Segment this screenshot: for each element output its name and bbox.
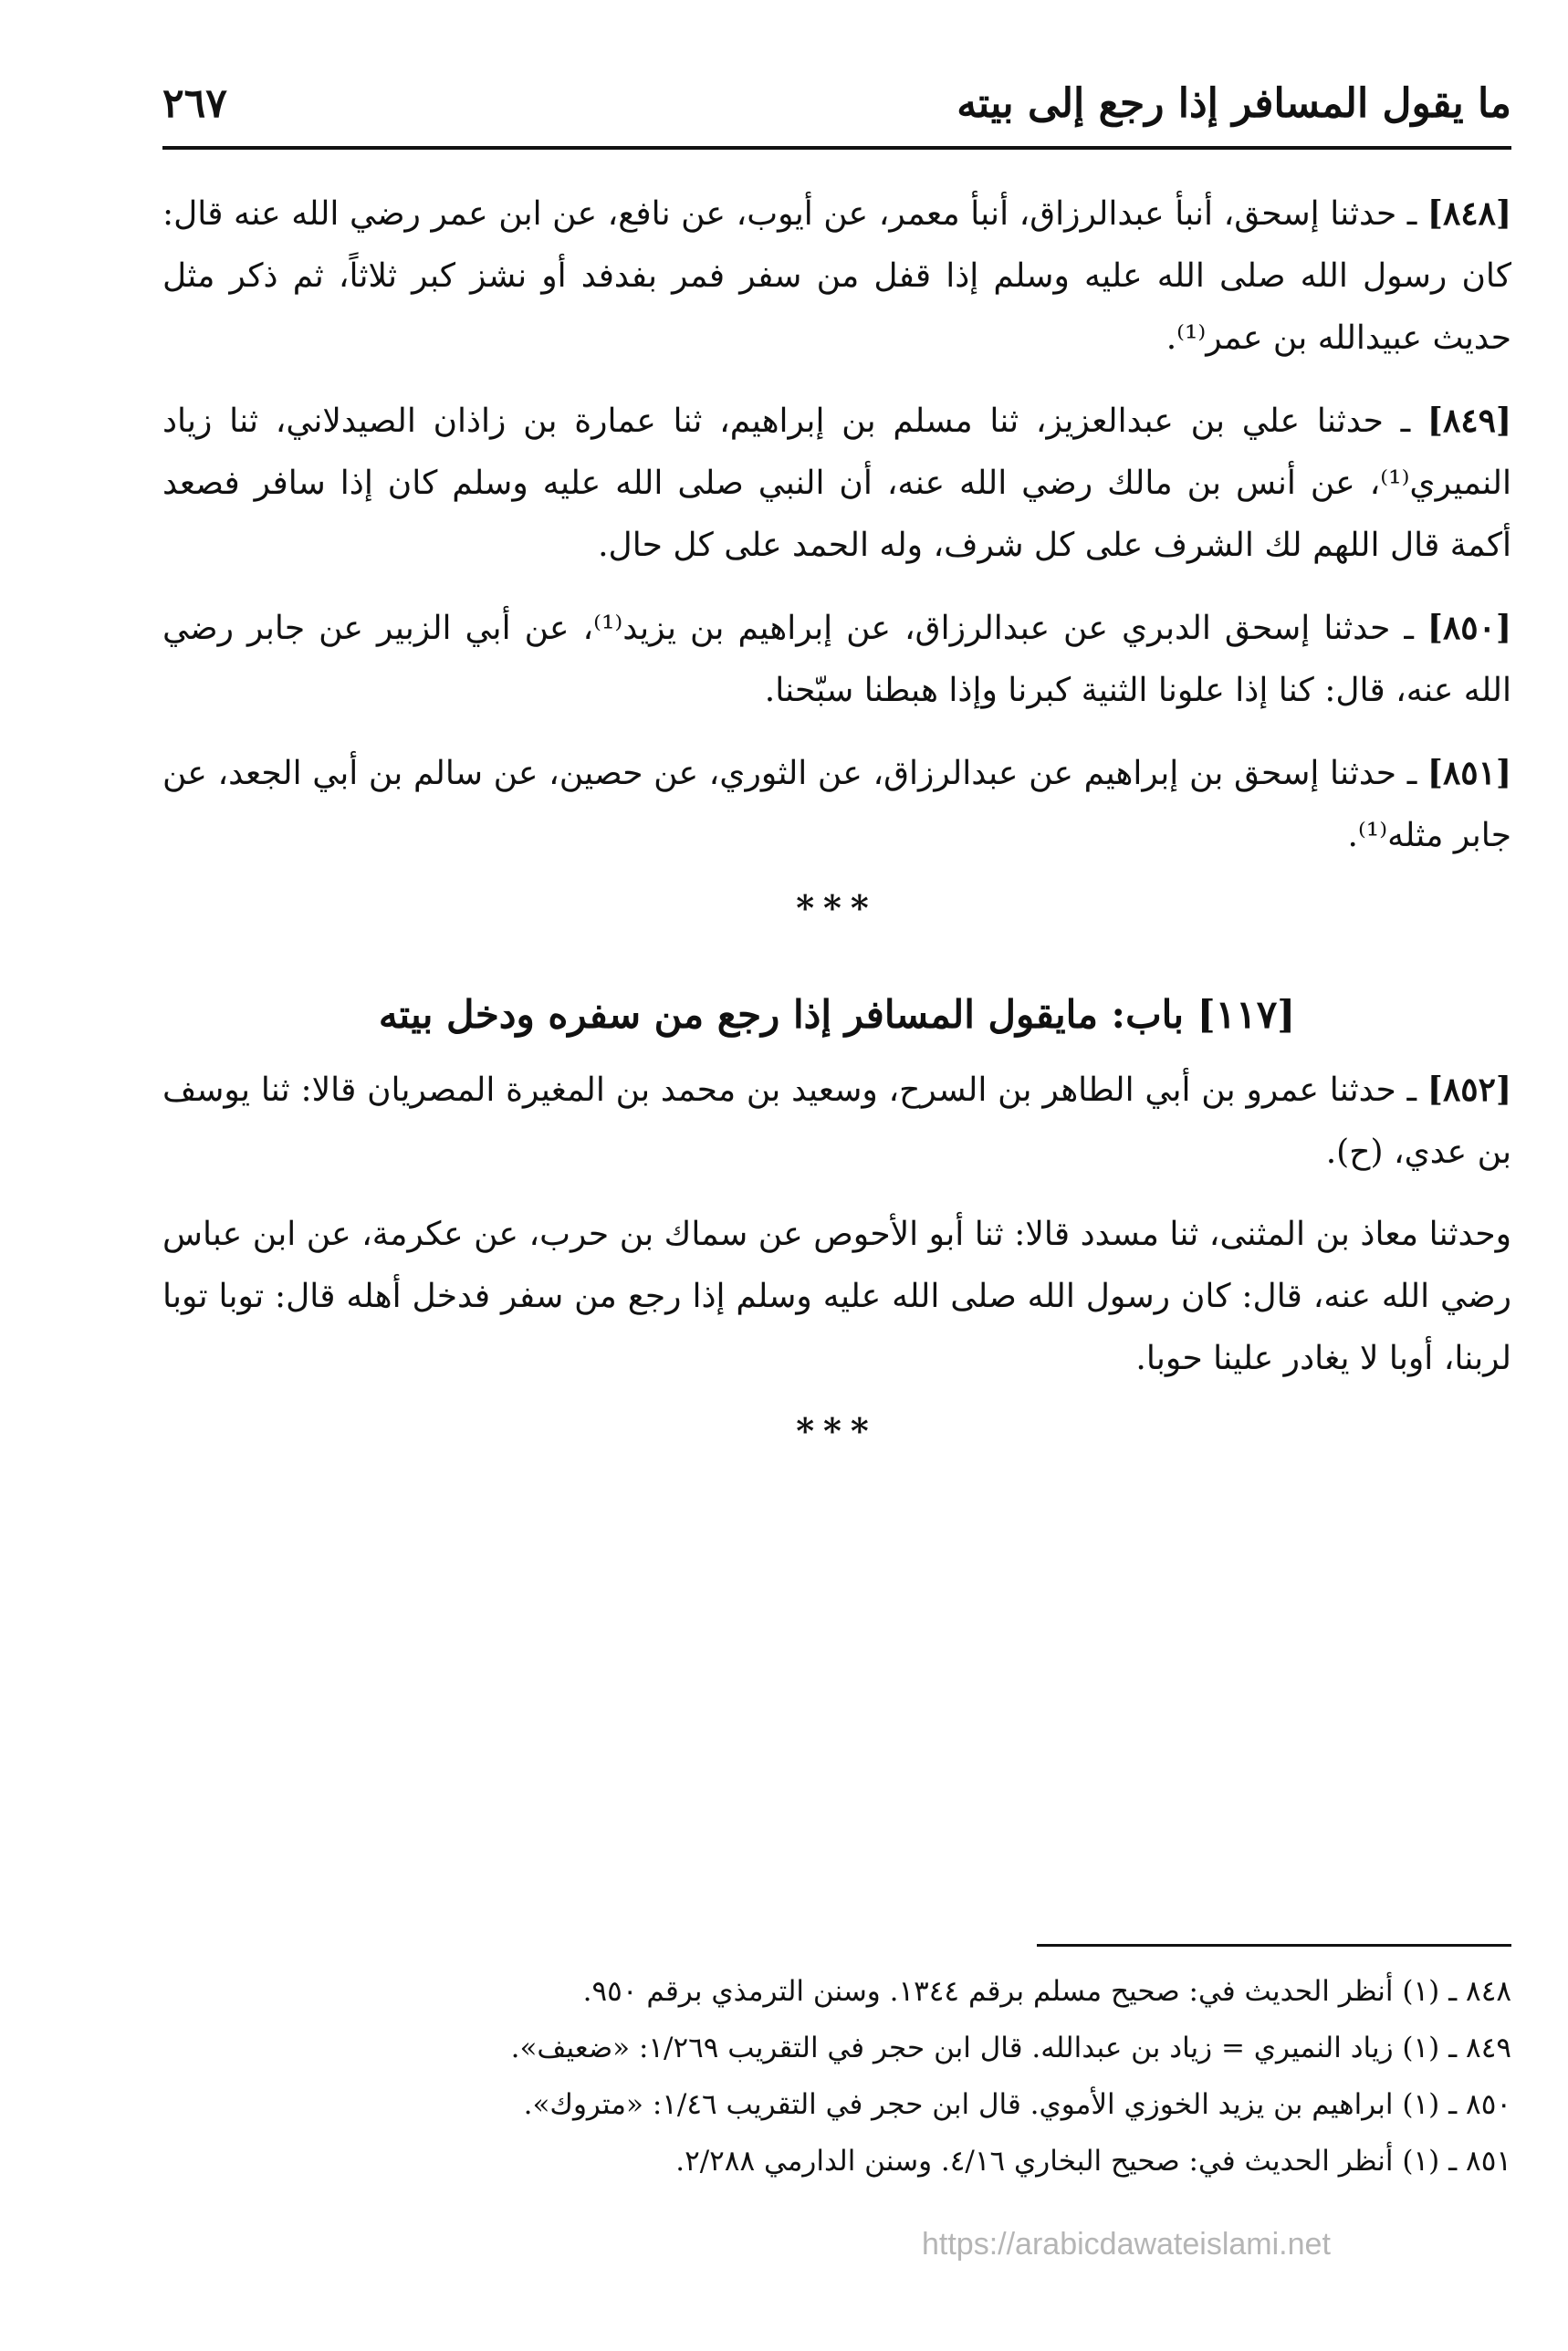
watermark-url: https://arabicdawateislami.net bbox=[922, 2227, 1331, 2262]
hadith-number: [٨٤٩] bbox=[1427, 402, 1511, 440]
hadith-text: وحدثنا معاذ بن المثنى، ثنا مسدد قالا: ثنا أبو الأحوص عن سماك بن حرب، عن عكرمة، عن ابن عباس رضي الله عنه، قال: كان رسول الله صلى الله عليه وسلم إذا رجع من سفر فدخل أهله قال: توبا توبا لربنا، أوبا لا يغادر علينا حوبا. bbox=[162, 1216, 1511, 1377]
footnote: ٨٤٨ ـ (١) أنظر الحديث في: صحيح مسلم برقم ١٣٤٤. وسنن الترمذي برقم ٩٥٠. bbox=[582, 1975, 1511, 2008]
chapter-heading: [١١٧] باب: مايقول المسافر إذا رجع من سفره ودخل بيته bbox=[378, 992, 1296, 1037]
hadith-paragraph bbox=[162, 597, 1511, 722]
hadith-number: [٨٥٠] bbox=[1427, 609, 1511, 647]
footnote: ٨٤٩ ـ (١) زياد النميري = زياد بن عبدالله. قال ابن حجر في التقريب ١/٢٦٩: «ضعيف». bbox=[510, 2032, 1511, 2064]
hadith-text: ـ حدثنا إسحق بن إبراهيم عن عبدالرزاق، عن الثوري، عن حصين، عن سالم بن أبي الجعد، عن جابر مثله⁽¹⁾. bbox=[162, 755, 1511, 854]
section-separator: *** bbox=[796, 887, 878, 928]
hadith-text: ـ حدثنا إسحق، أنبأ عبدالرزاق، أنبأ معمر، عن أيوب، عن نافع، عن ابن عمر رضي الله عنه قال: كان رسول الله صلى الله عليه وسلم إذا قفل من سفر فمر بفدفد أو نشز كبر ثلاثاً، ثم ذكر مثل حديث عبيدالله بن عمر⁽¹⁾. bbox=[162, 195, 1511, 357]
section-separator: *** bbox=[796, 1410, 878, 1451]
hadith-number: [٨٥٢] bbox=[1427, 1071, 1511, 1109]
footnotes bbox=[162, 1944, 1511, 2189]
hadith-number: [٨٤٨] bbox=[1427, 194, 1511, 233]
hadith-text: ـ حدثنا عمرو بن أبي الطاهر بن السرح، وسعيد بن محمد بن المغيرة المصريان قالا: ثنا يوسف بن عدي، (ح). bbox=[162, 1071, 1511, 1171]
footnote-divider bbox=[1037, 1944, 1511, 1947]
footnote: ٨٥١ ـ (١) أنظر الحديث في: صحيح البخاري ٤/١٦. وسنن الدارمي ٢/٢٨٨. bbox=[675, 2145, 1511, 2178]
header-divider bbox=[162, 146, 1511, 150]
hadith-paragraph bbox=[162, 1059, 1511, 1184]
footnote: ٨٥٠ ـ (١) ابراهيم بن يزيد الخوزي الأموي. قال ابن حجر في التقريب ١/٤٦: «متروك». bbox=[523, 2088, 1511, 2121]
hadith-text: ـ حدثنا إسحق الدبري عن عبدالرزاق، عن إبراهيم بن يزيد⁽¹⁾، عن أبي الزبير عن جابر رضي الله عنه، قال: كنا إذا علونا الثنية كبرنا وإذا هبطنا سبّحنا. bbox=[162, 610, 1511, 709]
hadith-text: ـ حدثنا علي بن عبدالعزيز، ثنا مسلم بن إبراهيم، ثنا عمارة بن زاذان الصيدلاني، ثنا زياد النميري⁽¹⁾، عن أنس بن مالك رضي الله عنه، أن النبي صلى الله عليه وسلم كان إذا سافر فصعد أكمة قال اللهم لك الشرف على كل شرف، وله الحمد على كل حال. bbox=[162, 402, 1511, 564]
hadith-paragraph bbox=[162, 742, 1511, 867]
main-text bbox=[162, 183, 1511, 1488]
hadith-paragraph bbox=[162, 183, 1511, 370]
running-header bbox=[162, 73, 1511, 146]
hadith-paragraph bbox=[162, 1204, 1511, 1390]
hadith-paragraph bbox=[162, 390, 1511, 577]
page-number: ٢٦٧ bbox=[162, 80, 227, 127]
running-title: ما يقول المسافر إذا رجع إلى بيته bbox=[956, 80, 1511, 127]
hadith-number: [٨٥١] bbox=[1427, 754, 1511, 792]
book-page bbox=[162, 64, 1511, 2309]
